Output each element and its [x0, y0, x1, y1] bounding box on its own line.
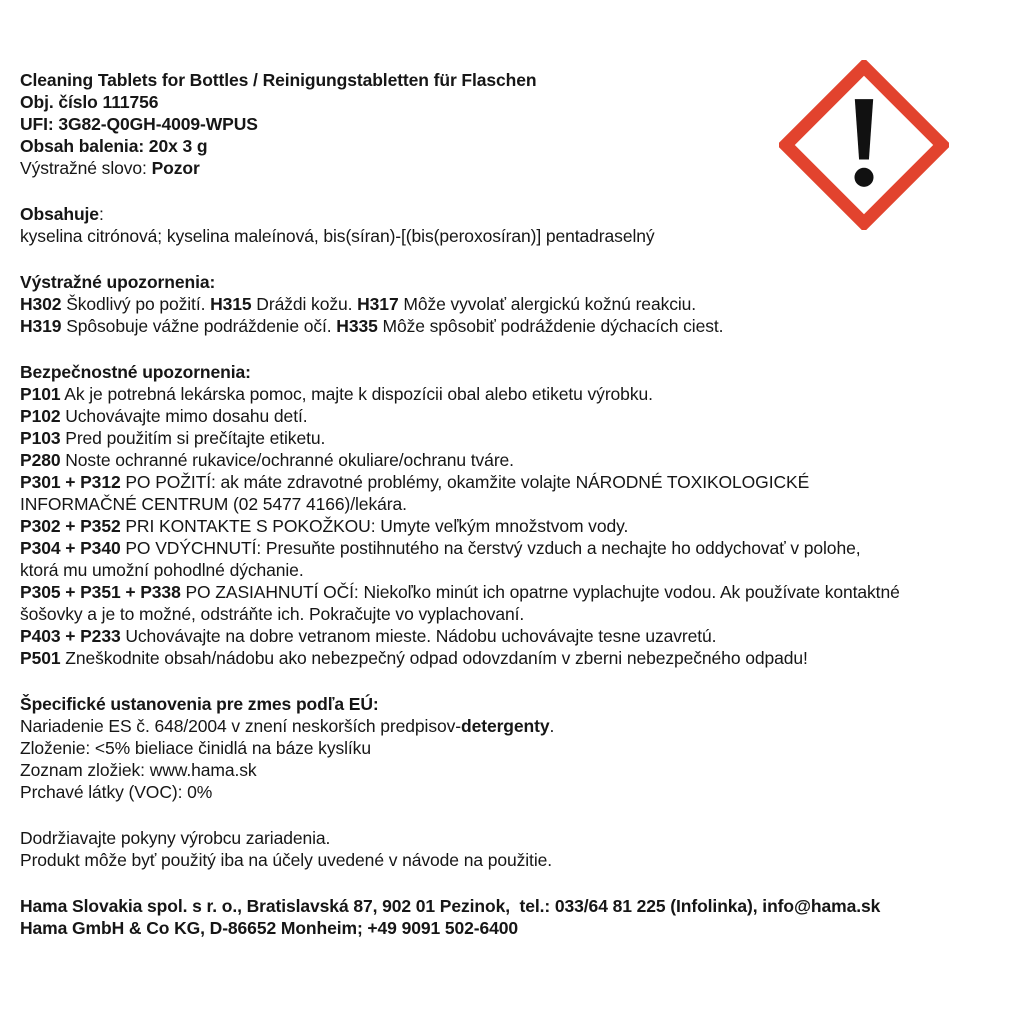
emphasis-text: H319: [20, 316, 62, 336]
text: šošovky a je to možné, odstráňte ich. Pokračujte vo vyplachovaní.: [20, 604, 525, 624]
emphasis-text: H315: [210, 294, 252, 314]
emphasis-text: P304 + P340: [20, 538, 121, 558]
emphasis-text: Hama GmbH & Co KG, D-86652 Monheim; +49 9091 502-6400: [20, 918, 519, 938]
emphasis-text: H302: [20, 294, 62, 314]
emphasis-text: Pozor: [151, 158, 200, 178]
emphasis-text: Výstražné upozornenia:: [20, 272, 216, 292]
text: Uchovávajte na dobre vetranom mieste. Nádobu uchovávajte tesne uzavretú.: [120, 626, 717, 646]
emphasis-text: Obsahuje: [20, 204, 99, 224]
text-line: [20, 449, 1012, 471]
emphasis-text: H335: [336, 316, 378, 336]
emphasis-text: P302 + P352: [20, 516, 121, 536]
emphasis-text: Hama Slovakia spol. s r. o., Bratislavská 87, 902 01 Pezinok, tel.: 033/64 81 225 (Infolinka), info@hama.sk: [20, 896, 881, 916]
text: :: [98, 204, 104, 224]
text-line: [20, 315, 1012, 337]
text-line: [20, 427, 1012, 449]
text-line: [20, 625, 1012, 647]
emphasis-text: P501: [20, 648, 61, 668]
text-line: [20, 361, 1012, 383]
hazard-statements: [20, 271, 1012, 337]
text-line: [20, 647, 1012, 669]
emphasis-text: Bezpečnostné upozornenia:: [20, 362, 251, 382]
text-line: [20, 113, 1012, 135]
text-line: [20, 69, 1012, 91]
product-header: [20, 69, 1012, 179]
text-line: [20, 693, 1012, 715]
text-line: [20, 849, 1012, 871]
text: INFORMAČNÉ CENTRUM (02 5477 4166)/lekára.: [20, 494, 407, 514]
text: PO POŽITÍ: ak máte zdravotné problémy, okamžite volajte NÁRODNÉ TOXIKOLOGICKÉ: [120, 472, 810, 492]
text-line: [20, 759, 1012, 781]
text-line: [20, 715, 1012, 737]
text: .: [549, 716, 555, 736]
text: Pred použitím si prečítajte etiketu.: [60, 428, 326, 448]
text-line: [20, 203, 1012, 225]
text: Zloženie: <5% bieliace činidlá na báze kyslíku: [20, 738, 371, 758]
text-line: [20, 737, 1012, 759]
text: Zneškodnite obsah/nádobu ako nebezpečný odpad odovzdaním v zberni nebezpečného odpadu!: [60, 648, 808, 668]
emphasis-text: P301 + P312: [20, 472, 121, 492]
text-line: [20, 493, 1012, 515]
text-line: [20, 293, 1012, 315]
text: Uchovávajte mimo dosahu detí.: [60, 406, 308, 426]
emphasis-text: Obj. číslo 111756: [20, 92, 159, 112]
label-document: [20, 69, 1012, 939]
text-line: [20, 603, 1012, 625]
emphasis-text: P102: [20, 406, 61, 426]
text-line: [20, 917, 1012, 939]
text: Nariadenie ES č. 648/2004 v znení neskorších predpisov-: [20, 716, 462, 736]
text-line: [20, 135, 1012, 157]
text: Ak je potrebná lekárska pomoc, majte k dispozícii obal alebo etiketu výrobku.: [60, 384, 653, 404]
text: ktorá mu umožní pohodlné dýchanie.: [20, 560, 304, 580]
text: PO ZASIAHNUTÍ OČÍ: Niekoľko minút ich opatrne vyplachujte vodou. Ak používate kontaktné: [180, 582, 900, 602]
manufacturer-contact: [20, 895, 1012, 939]
text-line: [20, 91, 1012, 113]
text: Škodlivý po požití.: [61, 294, 211, 314]
text: Prchavé látky (VOC): 0%: [20, 782, 213, 802]
text-line: [20, 559, 1012, 581]
emphasis-text: P305 + P351 + P338: [20, 582, 181, 602]
text: kyselina citrónová; kyselina maleínová, bis(síran)-[(bis(peroxosíran)] pentadraselný: [20, 226, 655, 246]
text: Dráždi kožu.: [251, 294, 358, 314]
emphasis-text: H317: [357, 294, 399, 314]
text-line: [20, 515, 1012, 537]
text-line: [20, 781, 1012, 803]
emphasis-text: P101: [20, 384, 61, 404]
contains-section: [20, 203, 1012, 247]
text-line: [20, 895, 1012, 917]
text-line: [20, 537, 1012, 559]
text-line: [20, 581, 1012, 603]
emphasis-text: detergenty: [461, 716, 550, 736]
emphasis-text: Špecifické ustanovenia pre zmes podľa EÚ:: [20, 694, 379, 714]
text-line: [20, 383, 1012, 405]
text-line: [20, 157, 1012, 179]
text: PRI KONTAKTE S POKOŽKOU: Umyte veľkým množstvom vody.: [120, 516, 629, 536]
text: Dodržiavajte pokyny výrobcu zariadenia.: [20, 828, 331, 848]
text: Výstražné slovo:: [20, 158, 152, 178]
text: Môže spôsobiť podráždenie dýchacích ciest.: [377, 316, 724, 336]
text-line: [20, 271, 1012, 293]
text: Produkt môže byť použitý iba na účely uvedené v návode na použitie.: [20, 850, 553, 870]
emphasis-text: Obsah balenia: 20x 3 g: [20, 136, 208, 156]
text-line: [20, 405, 1012, 427]
text: Spôsobuje vážne podráždenie očí.: [61, 316, 337, 336]
emphasis-text: P280: [20, 450, 61, 470]
text: Zoznam zložiek: www.hama.sk: [20, 760, 257, 780]
text-line: [20, 225, 1012, 247]
text: PO VDÝCHNUTÍ: Presuňte postihnutého na čerstvý vzduch a nechajte ho oddychovať v polohe,: [120, 538, 861, 558]
emphasis-text: Cleaning Tablets for Bottles / Reinigungstabletten für Flaschen: [20, 70, 537, 90]
text: Noste ochranné rukavice/ochranné okuliare/ochranu tváre.: [60, 450, 514, 470]
text-line: [20, 827, 1012, 849]
precautionary-statements: [20, 361, 1012, 669]
text-line: [20, 471, 1012, 493]
eu-specific-provisions: [20, 693, 1012, 803]
emphasis-text: P103: [20, 428, 61, 448]
usage-notes: [20, 827, 1012, 871]
emphasis-text: UFI: 3G82-Q0GH-4009-WPUS: [20, 114, 258, 134]
emphasis-text: P403 + P233: [20, 626, 121, 646]
text: Môže vyvolať alergickú kožnú reakciu.: [398, 294, 697, 314]
